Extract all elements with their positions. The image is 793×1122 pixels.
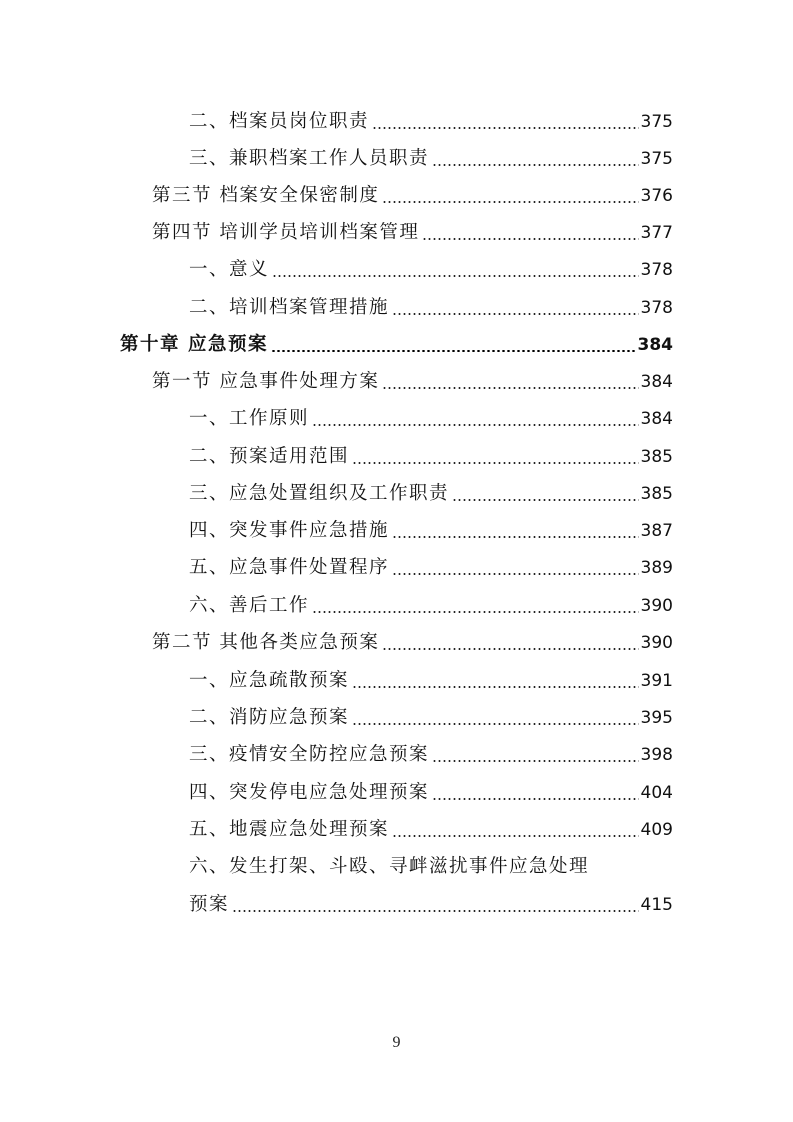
toc-entry-page: 377 (640, 223, 673, 243)
toc-entry[interactable] (189, 475, 673, 505)
toc-entry-page: 409 (640, 820, 673, 840)
toc-entry-label: 第三节 档案安全保密制度 (152, 185, 380, 206)
toc-entry[interactable] (189, 400, 673, 430)
dot-leader (352, 686, 639, 688)
toc-entry-page: 391 (640, 671, 673, 691)
dot-leader (432, 760, 639, 762)
dot-leader (392, 835, 639, 837)
dot-leader (382, 387, 638, 389)
toc-entry-label: 第一节 应急事件处理方案 (152, 371, 380, 392)
dot-leader (232, 910, 639, 912)
toc-entry-label: 第十章 应急预案 (120, 334, 268, 355)
dot-leader (352, 462, 639, 464)
toc-entry[interactable] (189, 103, 673, 133)
dot-leader (392, 536, 639, 538)
toc-entry-label: 三、疫情安全防控应急预案 (189, 744, 430, 765)
toc-entry-label: 三、应急处置组织及工作职责 (189, 483, 450, 504)
toc-entry-label: 一、意义 (189, 259, 270, 280)
dot-leader (272, 275, 639, 277)
dot-leader (392, 313, 639, 315)
toc-entry-label: 二、档案员岗位职责 (189, 111, 370, 132)
toc-entry-label: 二、消防应急预案 (189, 707, 350, 728)
toc-entry-page: 378 (640, 260, 673, 280)
toc-entry-label: 五、应急事件处置程序 (189, 557, 390, 578)
dot-leader (352, 723, 639, 725)
dot-leader (422, 238, 638, 240)
toc-entry-page: 415 (640, 895, 673, 915)
toc-entry-page: 384 (637, 335, 673, 355)
toc-entry-label: 四、突发事件应急措施 (189, 520, 390, 541)
toc-entry-page: 378 (640, 298, 673, 318)
toc-entry-label: 一、应急疏散预案 (189, 670, 350, 691)
toc-entry[interactable] (189, 811, 673, 841)
dot-leader (372, 127, 639, 129)
toc-entry[interactable] (189, 512, 673, 542)
toc-section-entry[interactable] (152, 624, 673, 654)
dot-leader (392, 573, 639, 575)
toc-entry[interactable] (189, 736, 673, 766)
toc-entry-label: 三、兼职档案工作人员职责 (189, 148, 430, 169)
toc-entry[interactable] (189, 587, 673, 617)
toc-entry-page: 390 (640, 633, 673, 653)
dot-leader (382, 201, 638, 203)
toc-entry-page: 385 (640, 447, 673, 467)
toc-entry[interactable] (189, 289, 673, 319)
toc-entry-page: 395 (640, 708, 673, 728)
toc-entry[interactable] (189, 549, 673, 579)
toc-entry[interactable] (189, 251, 673, 281)
page-number: 9 (392, 1034, 401, 1051)
toc-entry[interactable] (189, 774, 673, 804)
toc-chapter-entry[interactable] (120, 326, 673, 356)
toc-entry[interactable] (189, 140, 673, 170)
dot-leader (312, 611, 639, 613)
toc-entry-page: 404 (640, 783, 673, 803)
toc-entry-label: 四、突发停电应急处理预案 (189, 782, 430, 803)
toc-entry-page: 389 (640, 558, 673, 578)
dot-leader (452, 499, 639, 501)
toc-section-entry[interactable] (152, 363, 673, 393)
toc-entry-page: 398 (640, 745, 673, 765)
toc-entry-page: 387 (640, 521, 673, 541)
toc-entry[interactable] (189, 886, 673, 916)
dot-leader (432, 164, 639, 166)
toc-section-entry[interactable] (152, 214, 673, 244)
toc-entry-page: 376 (640, 186, 673, 206)
toc-entry-label-line2: 预案 (189, 894, 230, 915)
toc-entry-page: 385 (640, 484, 673, 504)
dot-leader (312, 424, 639, 426)
toc-entry-page: 375 (640, 149, 673, 169)
dot-leader (432, 798, 639, 800)
toc-entry-label: 第二节 其他各类应急预案 (152, 632, 380, 653)
toc-entry-label: 第四节 培训学员培训档案管理 (152, 222, 420, 243)
toc-entry-label: 二、预案适用范围 (189, 446, 350, 467)
toc-entry-label: 五、地震应急处理预案 (189, 819, 390, 840)
toc-entry-page: 390 (640, 596, 673, 616)
toc-entry[interactable] (189, 438, 673, 468)
toc-entry-label: 二、培训档案管理措施 (189, 297, 390, 318)
dot-leader (382, 648, 638, 650)
toc-section-entry[interactable] (152, 177, 673, 207)
toc-entry-page: 384 (640, 372, 673, 392)
toc-entry-page: 375 (640, 112, 673, 132)
toc-entry[interactable] (189, 662, 673, 692)
toc-entry[interactable] (189, 699, 673, 729)
dot-leader (271, 349, 636, 352)
toc-entry-label: 六、善后工作 (189, 595, 310, 616)
toc-entry-label-line1[interactable]: 六、发生打架、斗殴、寻衅滋扰事件应急处理 (189, 856, 590, 877)
toc-entry-label: 一、工作原则 (189, 408, 310, 429)
toc-entry-page: 384 (640, 409, 673, 429)
